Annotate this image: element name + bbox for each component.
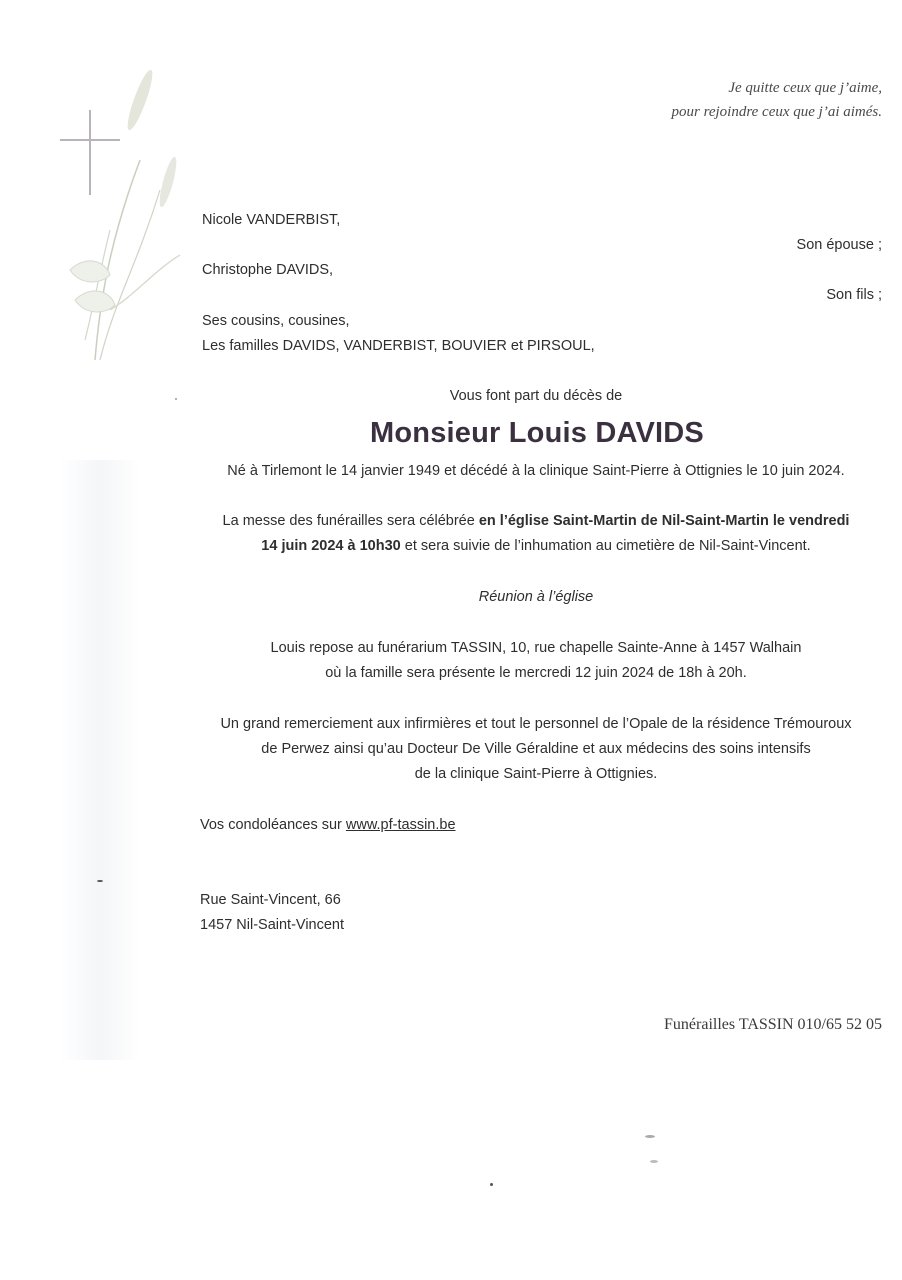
viewing-line-1: Louis repose au funérarium TASSIN, 10, rue chapelle Sainte-Anne à 1457 Walhain (270, 640, 802, 656)
scan-speck (490, 1183, 493, 1186)
birth-death-line: Né à Tirlemont le 14 janvier 1949 et décédé à la clinique Saint-Pierre à Ottignies le 10 juin 2024. (227, 463, 845, 479)
quote-line-2: pour rejoindre ceux que j’ai aimés. (671, 104, 882, 120)
condolences-link[interactable]: www.pf-tassin.be (345, 817, 456, 833)
funeral-home-contact: Funérailles TASSIN 010/65 52 05 (664, 1016, 882, 1033)
scan-speck (175, 398, 177, 400)
deceased-name: Monsieur Louis DAVIDS (370, 417, 704, 449)
scan-speck (650, 1160, 658, 1163)
cousins-line: Ses cousins, cousines, (202, 313, 350, 329)
funeral-line-1 (0, 513, 902, 529)
thanks-line-3: de la clinique Saint-Pierre à Ottignies. (414, 766, 658, 782)
quote-line-1: Je quitte ceux que j’aime, (728, 80, 882, 96)
son-role: Son fils ; (826, 287, 882, 303)
epigraph-quote (482, 76, 882, 124)
thanks-line-1: Un grand remerciement aux infirmières et tout le personnel de l’Opale de la résidence Trémouroux (220, 716, 852, 732)
son-name: Christophe DAVIDS, (202, 262, 334, 278)
spouse-name: Nicole VANDERBIST, (202, 212, 341, 228)
address-street: Rue Saint-Vincent, 66 (200, 892, 341, 908)
condolences-line (200, 817, 456, 833)
address-city: 1457 Nil-Saint-Vincent (200, 917, 345, 933)
funeral-place: en l’église Saint-Martin de Nil-Saint-Martin le vendredi (478, 513, 850, 529)
announcement-intro: Vous font part du décès de (449, 388, 623, 404)
condolences-text: Vos condoléances sur (200, 817, 346, 833)
funeral-datetime: 14 juin 2024 à 10h30 (261, 538, 401, 554)
viewing-line-2: où la famille sera présente le mercredi 12 juin 2024 de 18h à 20h. (325, 665, 747, 681)
cross-lily-ornament (40, 70, 190, 370)
spouse-role: Son épouse ; (796, 237, 882, 253)
families-line: Les familles DAVIDS, VANDERBIST, BOUVIER et PIRSOUL, (202, 338, 595, 354)
scan-speck (97, 880, 103, 882)
reunion-note: Réunion à l’église (478, 589, 594, 605)
funeral-text-1: La messe des funérailles sera célébrée (222, 513, 479, 529)
funeral-line-2 (0, 538, 902, 554)
scan-speck (645, 1135, 655, 1138)
funeral-text-2: et sera suivie de l’inhumation au cimetière de Nil-Saint-Vincent. (400, 538, 811, 554)
thanks-line-2: de Perwez ainsi qu’au Docteur De Ville Géraldine et aux médecins des soins intensifs (261, 741, 811, 757)
